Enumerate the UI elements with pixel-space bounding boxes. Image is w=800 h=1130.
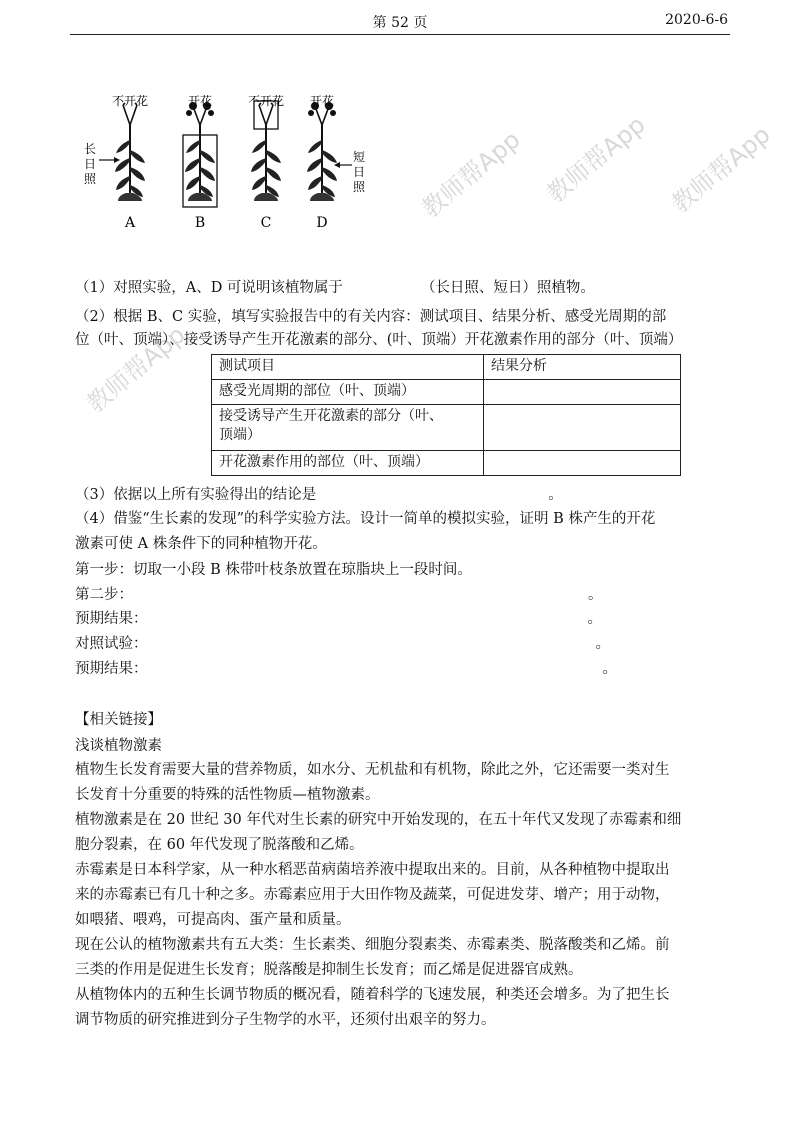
paragraph-line: 植物激素是在 20 世纪 30 年代对生长素的研究中开始发现的，在五十年代又发现了赤霉素和细: [75, 812, 682, 828]
plant-experiment-figure: [78, 95, 378, 235]
question-2-line-1: （2）根据 B、C 实验，填写实验报告中的有关内容：测试项目、结果分析、感受光周期的部: [75, 309, 667, 325]
plant-c-top-label: 不开花: [247, 95, 285, 108]
paragraph-line: 调节物质的研究推进到分子生物学的水平，还须付出艰辛的努力。: [75, 1012, 496, 1028]
related-heading: 【相关链接】: [75, 712, 162, 728]
plant-b-caption: B: [194, 215, 206, 231]
related-title: 浅谈植物激素: [75, 738, 162, 754]
paragraph-line: 来的赤霉素已有几十种之多。赤霉素应用于大田作物及蔬菜，可促进发芽、增产；用于动物，: [75, 887, 670, 903]
answer-cell[interactable]: [483, 405, 680, 451]
table-row: [212, 380, 681, 405]
question-1: （1）对照实验，A、D 可说明该植物属于 （长日照、短日）照植物。: [75, 280, 595, 296]
header-date: 2020-6-6: [665, 12, 728, 28]
question-3: （3）依据以上所有实验得出的结论是 。: [75, 487, 563, 503]
table-cell: 接受诱导产生开花激素的部分（叶、 顶端）: [212, 405, 484, 451]
paragraph-line: 从植物体内的五种生长调节物质的概况看，随着科学的飞速发展，种类还会增多。为了把生长: [75, 987, 670, 1003]
question-4-line-1: （4）借鉴“生长素的发现”的科学实验方法。设计一简单的模拟实验，证明 B 株产生的开花: [75, 511, 656, 527]
answer-cell[interactable]: [483, 451, 680, 476]
paragraph-line: 胞分裂素，在 60 年代发现了脱落酸和乙烯。: [75, 837, 364, 853]
short-day-arrow-head: [334, 162, 340, 168]
plant-a: [115, 103, 145, 201]
plant-a-top-label: 不开花: [111, 95, 149, 108]
table-header-row: [212, 355, 681, 380]
long-day-label-1: 长: [84, 142, 97, 156]
long-day-arrow-head: [114, 157, 120, 163]
short-day-label-3: 照: [353, 180, 366, 194]
plant-b-top-label: 开花: [187, 95, 213, 108]
plant-a-caption: A: [124, 215, 136, 231]
answer-cell[interactable]: [483, 380, 680, 405]
table-cell: 感受光周期的部位（叶、顶端）: [212, 380, 484, 405]
paragraph-line: 植物生长发育需要大量的营养物质，如水分、无机盐和有机物，除此之外，它还需要一类对生: [75, 762, 670, 778]
table-row: [212, 451, 681, 476]
long-day-label-2: 日: [84, 157, 97, 171]
expected-result-2: 预期结果： 。: [75, 661, 617, 677]
plant-c-caption: C: [260, 215, 272, 231]
step-1: 第一步：切取一小段 B 株带叶枝条放置在琼脂块上一段时间。: [75, 562, 472, 578]
plant-b: [183, 102, 217, 207]
plant-c: [251, 101, 281, 201]
table-header-analysis: 结果分析: [483, 355, 680, 380]
step-2: 第二步： 。: [75, 587, 603, 603]
watermark: 教师帮App: [541, 110, 651, 209]
watermark: 教师帮App: [416, 125, 526, 224]
table-row: [212, 405, 681, 451]
watermark: 教师帮App: [81, 320, 191, 419]
paragraph-line: 长发育十分重要的特殊的活性物质—植物激素。: [75, 787, 380, 803]
plant-d: [307, 102, 337, 201]
plant-diagram: [78, 95, 378, 235]
expected-result-1: 预期结果： 。: [75, 611, 602, 627]
short-day-label-2: 日: [353, 165, 366, 179]
plant-d-caption: D: [316, 215, 328, 231]
plant-d-top-label: 开花: [309, 95, 335, 108]
watermark: 教师帮App: [666, 120, 776, 219]
paragraph-line: 如喂猪、喂鸡，可提高肉、蛋产量和质量。: [75, 912, 351, 928]
page-header: [70, 8, 730, 35]
table-header-test-item: 测试项目: [212, 355, 484, 380]
page-number: 第 52 页: [372, 15, 428, 31]
question-4-line-2: 激素可使 A 株条件下的同种植物开花。: [75, 536, 327, 552]
control-experiment: 对照试验： 。: [75, 636, 610, 652]
experiment-report-table: [211, 354, 681, 476]
question-2-line-2: 位（叶、顶端）、接受诱导产生开花激素的部分、(叶、顶端）开花激素作用的部分（叶、顶端）: [75, 332, 683, 348]
paragraph-line: 三类的作用是促进生长发育；脱落酸是抑制生长发育；而乙烯是促进器官成熟。: [75, 962, 583, 978]
paragraph-line: 现在公认的植物激素共有五大类：生长素类、细胞分裂素类、赤霉素类、脱落酸类和乙烯。前: [75, 937, 670, 953]
table-cell: 开花激素作用的部位（叶、顶端）: [212, 451, 484, 476]
paragraph-line: 赤霉素是日本科学家，从一种水稻恶苗病菌培养液中提取出来的。目前，从各种植物中提取出: [75, 862, 670, 878]
short-day-label-1: 短: [353, 150, 366, 164]
long-day-label-3: 照: [84, 172, 97, 186]
